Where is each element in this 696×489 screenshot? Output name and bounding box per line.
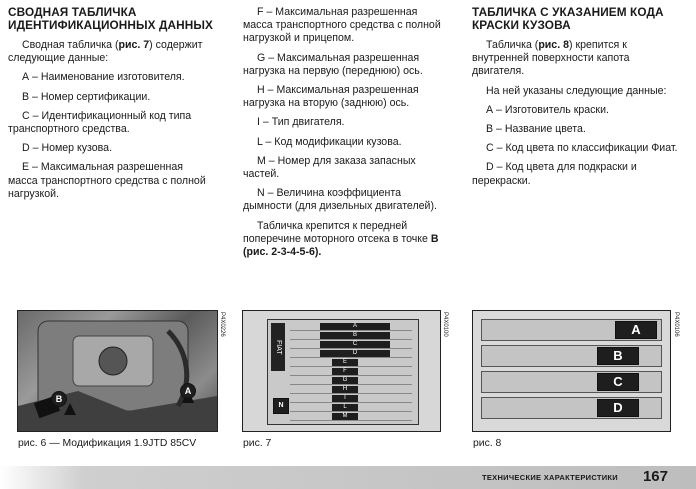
- plate-row-label: G: [332, 377, 358, 384]
- plate-row-m: [290, 413, 412, 421]
- figure-code: P4X0106: [673, 312, 679, 337]
- intro-paragraph: Сводная табличка (рис. 7) содержит следующие данные:: [8, 39, 203, 65]
- paint-row-b: [481, 345, 662, 367]
- figure-6-caption: рис. 6 — Модификация 1.9JTD 85CV: [18, 438, 197, 449]
- list-item: D – Номер кузова.: [22, 142, 113, 155]
- page-footer: [0, 466, 696, 489]
- paint-row-label: A: [615, 321, 657, 339]
- figure-code: P4X0226: [219, 312, 225, 337]
- figure-reference: В (рис. 2-3-4-5-6).: [243, 232, 439, 259]
- list-item: Н – Максимальная разрешенная нагрузка на вторую (заднюю) ось.: [243, 84, 419, 110]
- figure-6-engine-photo: [17, 310, 218, 432]
- list-item: В – Номер сертификации.: [22, 90, 151, 103]
- paint-row-a: [481, 319, 662, 341]
- plate-row-a: [290, 323, 412, 331]
- plate-row-g: [290, 377, 412, 385]
- brand-strip: FIAT: [271, 323, 285, 371]
- marker-b: B: [51, 391, 67, 407]
- intro-paragraph: Табличка (рис. 8) крепится к внутренней поверхности капота двигателя.: [472, 39, 630, 78]
- plate-row-d: [290, 350, 412, 358]
- list-item: D – Код цвета для подкраски и перекраски.: [472, 161, 637, 187]
- plate-tag-n: N: [273, 398, 289, 414]
- list-item: Е – Максимальная разрешенная масса транспортного средства с полной нагрузкой.: [8, 161, 206, 200]
- plate-row-label: F: [332, 368, 358, 375]
- list-item: С – Идентификационный код типа транспортного средства.: [8, 109, 192, 136]
- plate-row-b: [290, 332, 412, 340]
- column-3: [472, 6, 684, 194]
- plate-row-label: B: [320, 332, 390, 339]
- list-item: G – Максимальная разрешенная нагрузка на первую (переднюю) ось.: [243, 51, 423, 77]
- plate-row-label: A: [320, 323, 390, 330]
- marker-a: A: [180, 383, 196, 399]
- paint-row-label: C: [597, 373, 639, 391]
- plate-row-e: [290, 359, 412, 367]
- list-item: А – Наименование изготовителя.: [22, 71, 185, 84]
- plate-row-label: M: [332, 413, 358, 420]
- intro-paragraph-2: На ней указаны следующие данные:: [486, 84, 667, 97]
- plate-row-c: [290, 341, 412, 349]
- paint-row-d: [481, 397, 662, 419]
- plate-row-label: H: [332, 386, 358, 393]
- plate-row-i: [290, 395, 412, 403]
- plate-body: [267, 319, 419, 425]
- list-item: В – Название цвета.: [486, 123, 586, 136]
- paint-row-label: B: [597, 347, 639, 365]
- list-item: N – Величина коэффициента дымности (для дизельных двигателей).: [243, 187, 437, 213]
- plate-row-label: D: [320, 350, 390, 357]
- paint-row-label: D: [597, 399, 639, 417]
- plate-row-label: L: [332, 404, 358, 411]
- section-title-id-plate: СВОДНАЯ ТАБЛИЧКА ИДЕНТИФИКАЦИОННЫХ ДАННЫХ: [8, 5, 214, 32]
- figure-reference: рис. 7: [118, 39, 150, 51]
- list-item: С – Код цвета по классификации Фиат.: [486, 142, 678, 155]
- figure-7-caption: рис. 7: [243, 438, 272, 449]
- plate-row-f: [290, 368, 412, 376]
- footer-section-title: ТЕХНИЧЕСКИЕ ХАРАКТЕРИСТИКИ: [481, 473, 618, 482]
- figure-code: P4X0100: [442, 312, 448, 337]
- plate-row-label: E: [332, 359, 358, 366]
- list-item: I – Тип двигателя.: [257, 116, 345, 129]
- figure-8-paint-plate: [472, 310, 671, 432]
- plate-row-label: I: [332, 395, 358, 402]
- engine-bay-illustration: [18, 311, 217, 431]
- list-item: А – Изготовитель краски.: [486, 103, 609, 116]
- column-1: [8, 6, 213, 207]
- figure-7-id-plate: [242, 310, 441, 432]
- section-title-paint-plate: ТАБЛИЧКА С УКАЗАНИЕМ КОДА КРАСКИ КУЗОВА: [472, 5, 664, 32]
- list-item: L – Код модификации кузова.: [257, 135, 402, 148]
- column-2: [243, 6, 448, 265]
- page-number: 167: [642, 468, 668, 485]
- figure-reference: рис. 8: [538, 39, 569, 51]
- plate-row-h: [290, 386, 412, 394]
- list-item: М – Номер для заказа запасных частей.: [243, 154, 416, 181]
- paint-row-c: [481, 371, 662, 393]
- plate-row-l: [290, 404, 412, 412]
- list-item: F – Максимальная разрешенная масса транспортного средства с полной нагрузкой и прицепом.: [243, 6, 441, 45]
- figure-8-caption: рис. 8: [473, 438, 502, 449]
- mounting-note: Табличка крепится к передней поперечине моторного отсека в точке В (рис. 2-3-4-5-6).: [243, 219, 439, 259]
- plate-row-label: C: [320, 341, 390, 348]
